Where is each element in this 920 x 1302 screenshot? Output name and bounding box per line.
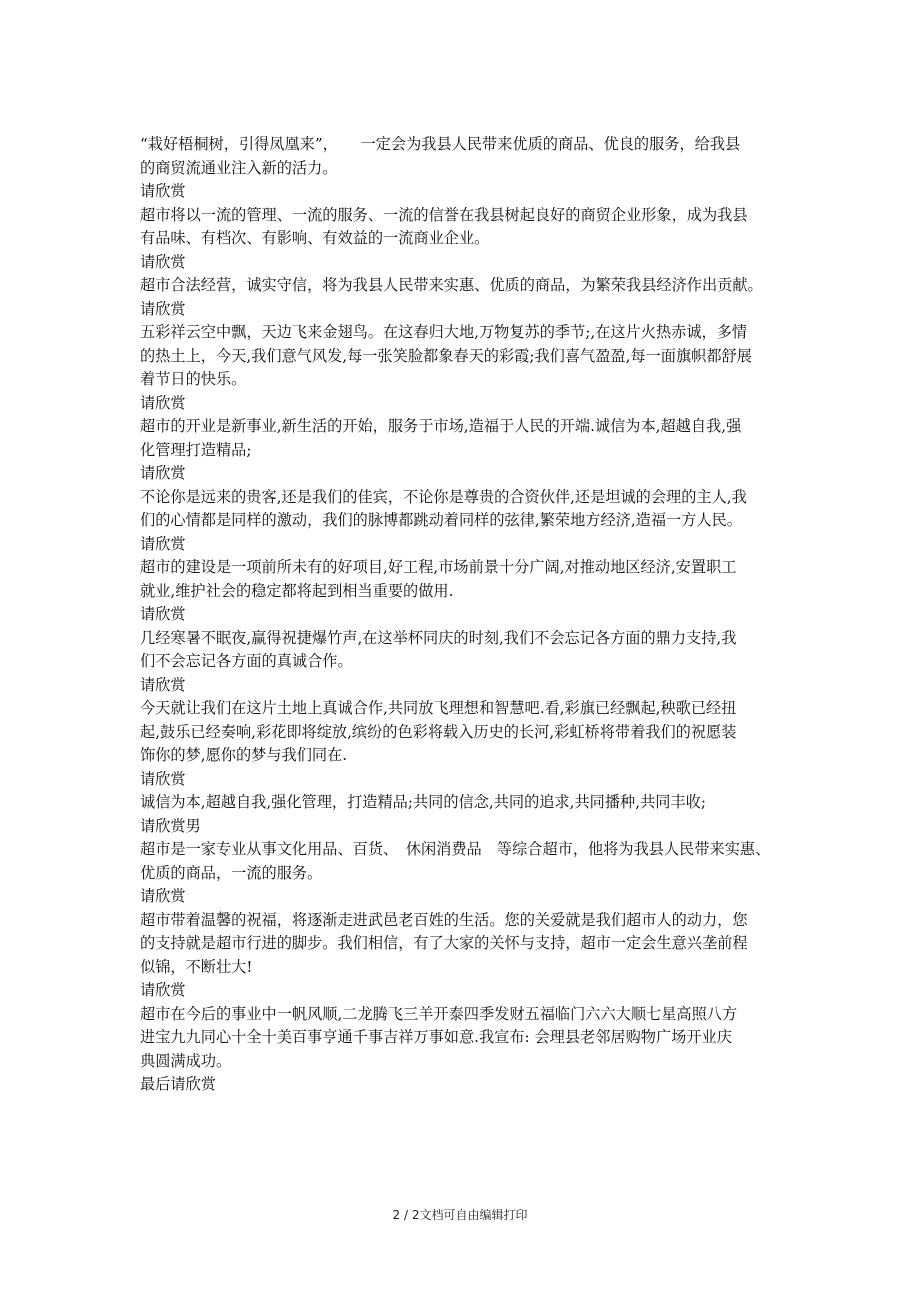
paragraph-line: 最后请欣赏	[140, 1075, 216, 1093]
paragraph-line: 超市带着温馨的祝福，将逐渐走进武邑老百姓的生活。您的关爱就是我们超市人的动力，您	[140, 910, 748, 929]
paragraph-line: 超市合法经营，诚实守信，将为我县人民带来实惠、优质的商品，为繁荣我县经济作出贡献。	[140, 276, 763, 294]
paragraph-line: 就业,维护社会的稳定都将起到相当重要的做用.	[140, 581, 454, 600]
paragraph-line: 化管理打造精品;	[140, 440, 252, 459]
paragraph-line: 不论你是远来的贵客,还是我们的佳宾，不论你是尊贵的合资伙伴,还是坦诚的会理的主人,我	[140, 487, 747, 506]
paragraph-line: 起,鼓乐已经奏响,彩花即将绽放,缤纷的色彩将载入历史的长河,彩虹桥将带着我们的祝愿装	[140, 722, 737, 741]
page-footer: 2 / 2文档可自由编辑打印	[392, 1208, 528, 1222]
section-heading: 请欣赏	[140, 393, 186, 412]
paragraph-line: 典圆满成功。	[140, 1051, 232, 1070]
paragraph-line: 今天就让我们在这片土地上真诚合作,共同放飞理想和智慧吧.看,彩旗已经飘起,秧歌已经扭	[140, 699, 737, 717]
paragraph-line: 们的心情都是同样的激动，我们的脉博都跳动着同样的弦律,繁荣地方经济,造福一方人民。	[140, 511, 742, 529]
paragraph-line: 的热土上，今天,我们意气风发,每一张笑脸都象春天的彩霞;我们喜气盈盈,每一面旗帜都舒展	[140, 346, 752, 365]
paragraph-line: 进宝九九同心十全十美百事亨通千事吉祥万事如意.我宣布: 会理县老邻居购物广场开业庆	[140, 1028, 732, 1046]
section-heading: 请欣赏	[140, 769, 186, 788]
section-heading: 请欣赏男	[140, 816, 201, 835]
paragraph-line: 的商贸流通业注入新的活力。	[140, 158, 338, 177]
section-heading: 请欣赏	[140, 464, 186, 482]
paragraph-line: 饰你的梦,愿你的梦与我们同在.	[140, 746, 348, 764]
paragraph-line: 五彩祥云空中飘，天边飞来金翅鸟。在这春归大地,万物复苏的季节;,在这片火热赤诚，多情	[140, 323, 748, 341]
paragraph-line: 超市的开业是新事业,新生活的开始，服务于市场,造福于人民的开端.诚信为本,超越自我,强	[140, 417, 742, 435]
section-heading: 请欣赏	[140, 887, 186, 905]
paragraph-line: 的支持就是超市行进的脚步。我们相信，有了大家的关怀与支持，超市一定会生意兴垄前程	[140, 934, 748, 952]
paragraph-line: 诚信为本,超越自我,强化管理，打造精品;共同的信念,共同的追求,共同播种,共同丰收;	[140, 793, 706, 811]
section-heading: 请欣赏	[140, 299, 186, 318]
paragraph-line: 几经寒暑不眠夜,赢得祝捷爆竹声,在这举杯同庆的时刻,我们不会忘记各方面的鼎力支持,我	[140, 628, 737, 647]
paragraph-line: 优质的商品，一流的服务。	[140, 863, 323, 882]
paragraph-line: 超市是一家专业从事文化用品、百货、 休闲消费品 等综合超市，他将为我县人民带来实惠、	[140, 840, 771, 858]
paragraph-line: “栽好梧桐树，引得凤凰来”， 一定会为我县人民带来优质的商品、优良的服务，给我县	[140, 135, 741, 153]
paragraph-line: 超市的建设是一项前所未有的好项目,好工程,市场前景十分广阔,对推动地区经济,安置职工	[140, 558, 737, 576]
section-heading: 请欣赏	[140, 605, 186, 623]
paragraph-line: 们不会忘记各方面的真诚合作。	[140, 652, 353, 670]
document-body	[140, 133, 792, 1097]
section-heading: 请欣赏	[140, 252, 186, 271]
paragraph-line: 超市在今后的事业中一帆风顺,二龙腾飞三羊开泰四季发财五福临门六六大顺七星高照八方	[140, 1004, 738, 1023]
paragraph-line: 似锦，不断壮大!	[140, 957, 253, 976]
section-heading: 请欣赏	[140, 182, 186, 200]
section-heading: 请欣赏	[140, 981, 186, 999]
section-heading: 请欣赏	[140, 675, 186, 694]
paragraph-line: 超市将以一流的管理、一流的服务、一流的信誉在我县树起良好的商贸企业形象，成为我县	[140, 205, 748, 224]
section-heading: 请欣赏	[140, 534, 186, 553]
paragraph-line: 着节日的快乐。	[140, 370, 247, 388]
paragraph-line: 有品味、有档次、有影响、有效益的一流商业企业。	[140, 229, 490, 247]
